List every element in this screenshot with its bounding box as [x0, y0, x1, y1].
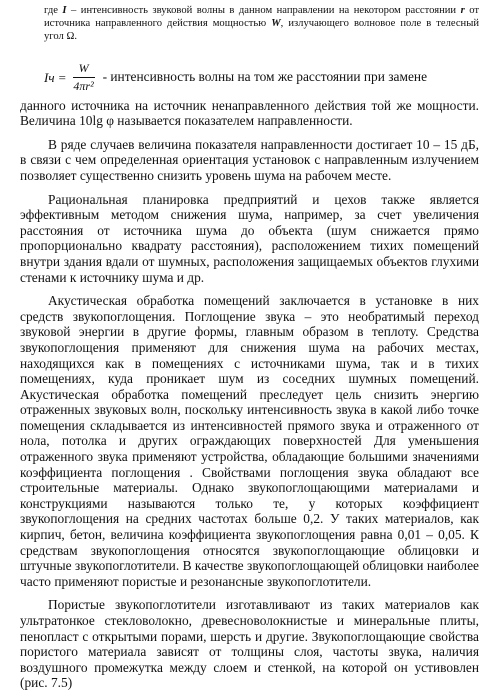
note-line2-post2: , излучающего волновое поле в [280, 18, 432, 30]
note-var-w: W [271, 18, 281, 30]
paragraph-directivity-continued: данного источника на источник ненаправленного действия той же мощности. Величина 10lg φ называется показателем направленности. [20, 97, 479, 129]
formula-lhs: Iч = [44, 69, 67, 85]
note-line1-post: – интенсивность звуковой волны в данном направлении на некотором расстоянии [66, 5, 457, 16]
formula-numerator: W [73, 61, 95, 78]
intensity-formula [44, 61, 95, 94]
paragraph-directivity-index: В ряде случаев величина показателя направленности достигает 10 – 15 дБ, в связи с чем определенная ориентация установок с направленным излучением позволяет существенно снизить уровень шума на рабочем месте. [20, 136, 479, 183]
note-var-i: I [62, 5, 67, 16]
formula-fraction [73, 61, 95, 94]
definition-note [44, 4, 479, 44]
paragraph-planning: Рациональная планировка предприятий и цехов также является эффективным методом снижения шума, например, за счет увеличения расстояния от источника шума до объекта (шум снижается прямо пропорционально квадрату расстояния), расположением тихих помещений внутри здания вдали от шумных, расположения защищаемых объектов глухими стенами к источнику шума и др. [20, 191, 479, 285]
note-line3: телесный угол Ω. [44, 18, 480, 43]
note-line2-post: от источника направленного действия мощностью [44, 5, 479, 30]
paragraph-porous-absorbers: Пористые звукопоглотители изготавливают из таких материалов как ультратонкое стекловолокно, древесноволокнистые и минеральные плиты, пенопласт с открытыми порами, шерсть и другие. Звукопоглощающие свойства пористого материала зависят от толщины слоя, частоты звука, наличия воздушного промежутка между слоем и стенкой, на которой он устивовлен (рис. 7.5) [20, 597, 479, 691]
note-var-r: r [460, 5, 465, 16]
formula-description: - интенсивность волны на том же расстоянии при замене [102, 69, 428, 85]
formula-row [44, 58, 479, 98]
note-line1-pre: где [44, 5, 63, 16]
paragraph-acoustic-treatment: Акустическая обработка помещений заключается в установке в них средств звукопоглощения. Поглощение звука – это необратимый переход звуковой энергии в другие формы, главным образом в теплоту. Средства звукопоглощения применяют для снижения шума на рабочих местах, находящихся как в помещениях с источниками шума, так и в тихих помещениях, куда проникает шум из соседних шумных помещений. Акустическая обработка помещений преследует цель снизить энергию отраженных звуковых волн, поскольку интенсивность звука в какой либо точке помещения складывается из интенсивностей прямого звука и отраженного от нола, потолка и других ограждающих поверхностей Для уменьшения отраженного звука применяют устройства, обладающие большими значениями коэффициента поглощения . Свойствами поглощения звука обладают все строительные материалы. Однако звукопоглощающими материалами и конструкциями называются только те, у которых коэффициент звукопоглощения на средних частотах больше 0,2. У таких материалов, как кирпич, бетон, величина коэффициента звукопоглощения равна 0,01 – 0,05. К средствам звукопоглощения относятся звукопоглощающие облицовки и штучные звукопоглотители. В качестве звукопоглощающей облицовки наиболее часто применяют пористые и резонансные звукопоглотители. [20, 293, 479, 589]
formula-denominator: 4πr² [73, 79, 94, 94]
